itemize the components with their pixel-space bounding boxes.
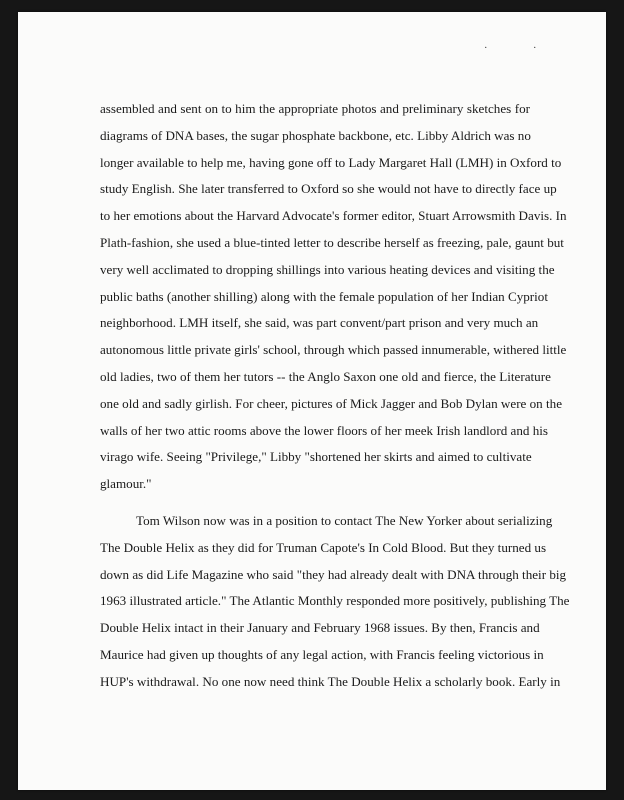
text-line: diagrams of DNA bases, the sugar phosphate backbone, etc. Libby Aldrich was no (100, 127, 531, 143)
text-line: autonomous little private girls' school, through which passed innumerable, withered little (100, 342, 567, 358)
text-line: one old and sadly girlish. For cheer, pictures of Mick Jagger and Bob Dylan were on the (100, 395, 563, 411)
paragraph-2 (100, 508, 570, 696)
text-line: old ladies, two of them her tutors -- the Anglo Saxon one old and fierce, the Literature (100, 368, 551, 384)
text-line: study English. She later transferred to Oxford so she would not have to directly face up (100, 181, 557, 197)
corner-marks: . . (484, 40, 558, 51)
text-line: neighborhood. LMH itself, she said, was part convent/part prison and very much an (100, 315, 539, 331)
text-line: The Double Helix as they did for Truman Capote's In Cold Blood. But they turned us (100, 539, 547, 555)
text-line: to her emotions about the Harvard Advocate's former editor, Stuart Arrowsmith Davis. In (100, 208, 567, 224)
text-line: longer available to help me, having gone off to Lady Margaret Hall (LMH) in Oxford to (100, 154, 562, 170)
document-page (18, 12, 606, 790)
text-line: very well acclimated to dropping shillings into various heating devices and visiting the (100, 261, 555, 277)
text-line: public baths (another shilling) along with the female population of her Indian Cypriot (100, 288, 548, 304)
text-line: 1963 illustrated article." The Atlantic Monthly responded more positively, publishing The (100, 593, 570, 609)
text-line: down as did Life Magazine who said "they had already dealt with DNA through their big (100, 566, 567, 582)
text-line: walls of her two attic rooms above the lower floors of her meek Irish landlord and his (100, 422, 548, 438)
text-line: HUP's withdrawal. No one now need think The Double Helix a scholarly book. Early in (100, 673, 561, 689)
text-line: Tom Wilson now was in a position to contact The New Yorker about serializing (136, 513, 553, 528)
text-line: Double Helix intact in their January and February 1968 issues. By then, Francis and (100, 620, 540, 636)
text-line: Maurice had given up thoughts of any legal action, with Francis feeling victorious in (100, 646, 544, 662)
text-line: glamour." (100, 476, 152, 492)
text-line: virago wife. Seeing "Privilege," Libby "shortened her skirts and aimed to cultivate (100, 449, 532, 465)
paragraph-1 (100, 96, 567, 498)
text-line: assembled and sent on to him the appropriate photos and preliminary sketches for (100, 101, 530, 116)
text-line: Plath-fashion, she used a blue-tinted letter to describe herself as freezing, pale, gaunt but (100, 234, 564, 250)
